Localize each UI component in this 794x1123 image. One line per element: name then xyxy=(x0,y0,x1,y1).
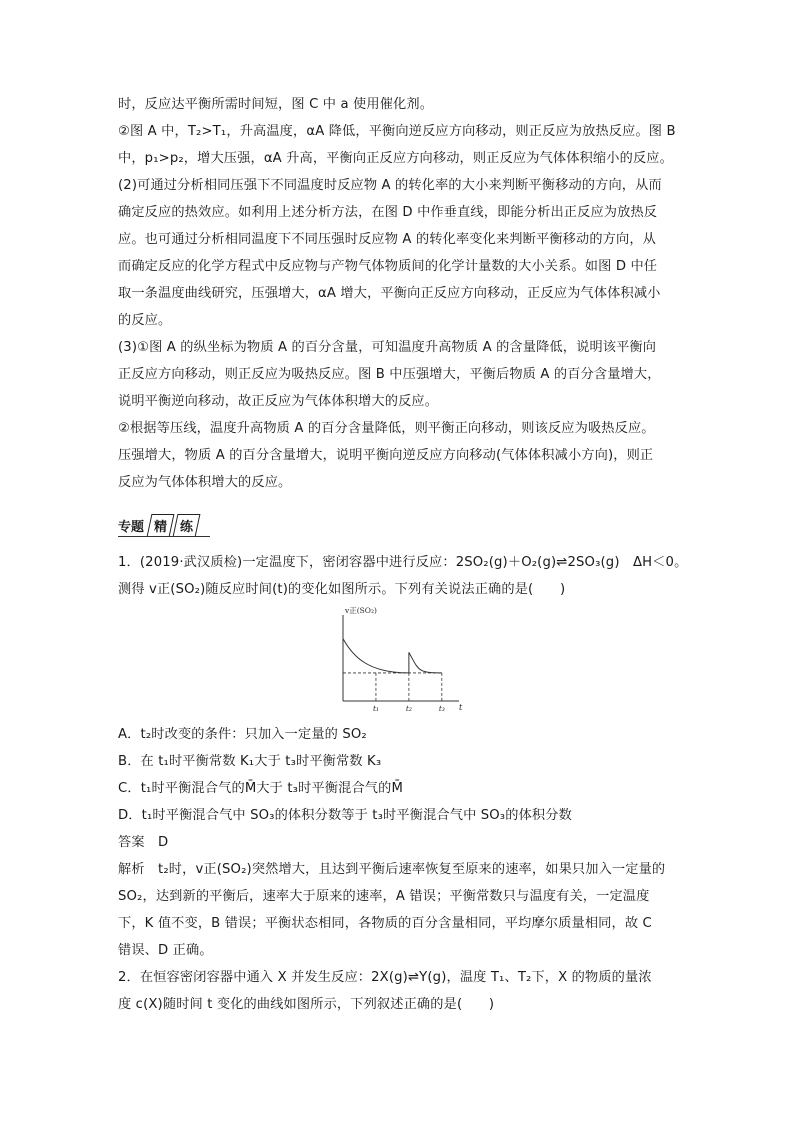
answer: 答案 D xyxy=(118,835,169,850)
text-line: 压强增大，物质 A 的百分含量增大，说明平衡向逆反应方向移动(气体体积减小方向)，则正 xyxy=(118,448,654,463)
y-axis-label: v正(SO₂) xyxy=(345,606,377,615)
section-tag-prefix: 专题 xyxy=(118,519,145,535)
option-c: C．t₁时平衡混合气的M̄大于 t₃时平衡混合气的M̄ xyxy=(118,781,404,796)
x-tick-label: t₂ xyxy=(405,704,412,713)
x-axis-label: t xyxy=(459,703,463,712)
text-line: 确定反应的热效应。如利用上述分析方法，在图 D 中作垂直线，即能分析出正反应为放热反 xyxy=(118,205,658,220)
text-line: 正反应方向移动，则正反应为吸热反应。图 B 中压强增大，平衡后物质 A 的百分含量增大， xyxy=(118,367,661,382)
explanation-line: 解析 t₂时，v正(SO₂)突然增大，且达到平衡后速率恢复至原来的速率，如果只加入一定量的 xyxy=(118,862,666,877)
text-line: 反应为气体体积增大的反应。 xyxy=(118,475,292,490)
rate-time-chart xyxy=(335,603,465,715)
section-tag-badge-text: 练 xyxy=(180,519,194,535)
explanation-line: 下，K 值不变，B 错误；平衡状态相同，各物质的百分含量相同，平均摩尔质量相同，故 C xyxy=(118,916,652,931)
section-divider xyxy=(118,536,210,537)
question-2-stem: 度 c(X)随时间 t 变化的曲线如图所示，下列叙述正确的是( ) xyxy=(118,997,495,1012)
text-line: (3)①图 A 的纵坐标为物质 A 的百分含量，可知温度升高物质 A 的含量降低，说明该平衡向 xyxy=(118,340,657,355)
question-1-stem: 1．(2019·武汉质检)一定温度下，密闭容器中进行反应：2SO₂(g)＋O₂(g)⇌2SO₃(g) ΔH＜0。 xyxy=(118,555,688,570)
question-1-stem: 测得 v正(SO₂)随反应时间(t)的变化如图所示。下列有关说法正确的是( ) xyxy=(118,582,566,597)
x-tick-label: t₃ xyxy=(438,704,445,713)
text-line: ②根据等压线，温度升高物质 A 的百分含量降低，则平衡正向移动，则该反应为吸热反应。 xyxy=(118,421,655,436)
rate-curve-1 xyxy=(343,639,409,673)
option-d: D．t₁时平衡混合气中 SO₃的体积分数等于 t₃时平衡混合气中 SO₃的体积分数 xyxy=(118,808,572,823)
question-2-stem: 2．在恒容密闭容器中通入 X 并发生反应：2X(g)⇌Y(g)，温度 T₁、T₂下，X 的物质的量浓 xyxy=(118,970,652,985)
x-tick-label: t₁ xyxy=(372,704,379,713)
section-tag-badge xyxy=(173,514,201,537)
option-b: B．在 t₁时平衡常数 K₁大于 t₃时平衡常数 K₃ xyxy=(118,754,382,769)
text-line: 中，p₁>p₂，增大压强，αA 升高，平衡向正反应方向移动，则正反应为气体体积缩小的反应。 xyxy=(118,151,673,166)
text-line: 时，反应达平衡所需时间短，图 C 中 a 使用催化剂。 xyxy=(118,97,434,112)
option-a: A．t₂时改变的条件：只加入一定量的 SO₂ xyxy=(118,727,367,742)
explanation-line: 错误、D 正确。 xyxy=(118,943,213,958)
text-line: 取一条温度曲线研究，压强增大，αA 增大，平衡向正反应方向移动，正反应为气体体积减小 xyxy=(118,286,661,301)
section-tag xyxy=(118,514,198,536)
explanation-line: SO₂，达到新的平衡后，速率大于原来的速率，A 错误；平衡常数只与温度有关，一定温度 xyxy=(118,889,650,904)
section-tag-badge xyxy=(147,514,175,537)
rate-curve-2 xyxy=(409,652,442,673)
text-line: 说明平衡逆向移动，故正反应为气体体积增大的反应。 xyxy=(118,394,439,409)
section-tag-badge-text: 精 xyxy=(154,519,168,535)
text-line: ②图 A 中，T₂>T₁，升高温度，αA 降低，平衡向逆反应方向移动，则正反应为放热反应。图 B xyxy=(118,124,676,139)
text-line: 而确定反应的化学方程式中反应物与产物气体物质间的化学计量数的大小关系。如图 D 中任 xyxy=(118,259,658,274)
text-line: (2)可通过分析相同压强下不同温度时反应物 A 的转化率的大小来判断平衡移动的方向，从而 xyxy=(118,178,662,193)
text-line: 的反应。 xyxy=(118,313,172,328)
text-line: 应。也可通过分析相同温度下不同压强时反应物 A 的转化率变化来判断平衡移动的方向，从 xyxy=(118,232,657,247)
